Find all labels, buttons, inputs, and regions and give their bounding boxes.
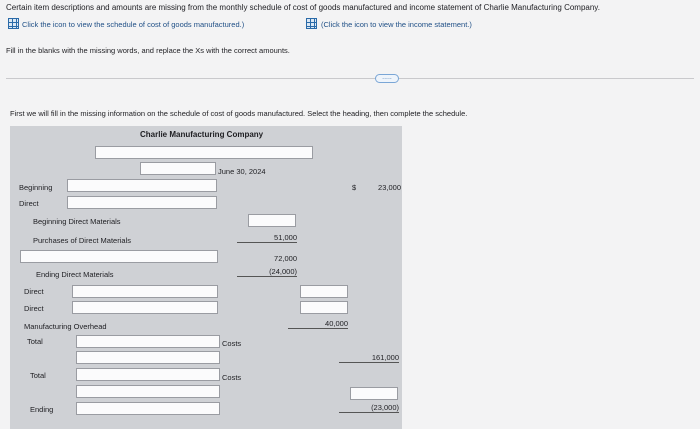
direct-materials-used-input[interactable] bbox=[300, 285, 348, 298]
direct-materials-used-select[interactable] bbox=[72, 285, 218, 298]
expand-button[interactable]: ..... bbox=[375, 74, 399, 83]
beginning-dm-label: Beginning Direct Materials bbox=[33, 217, 121, 226]
costs-label: Costs bbox=[222, 373, 242, 382]
section-divider bbox=[6, 78, 694, 79]
total-cost-row-select[interactable] bbox=[76, 351, 220, 364]
direct-labor-label: Direct bbox=[24, 304, 44, 313]
costs-label: Costs bbox=[222, 339, 242, 348]
ending-dm-label: Ending Direct Materials bbox=[36, 270, 114, 279]
instruction-text: Fill in the blanks with the missing words, and replace the Xs with the correct amounts. bbox=[6, 46, 290, 55]
heading-period-select[interactable] bbox=[140, 162, 216, 175]
problem-intro: Certain item descriptions and amounts are missing from the monthly schedule of cost of goods manufactured and income statement of Charlie Manufacturing Company. bbox=[6, 3, 600, 12]
task-prompt: First we will fill in the missing information on the schedule of cost of goods manufactured. Select the heading, then complete the schedule. bbox=[10, 109, 468, 118]
direct-labor-select[interactable] bbox=[72, 301, 218, 314]
table-icon[interactable] bbox=[306, 18, 317, 29]
total-to-account-input[interactable] bbox=[350, 387, 398, 400]
total-label: Total bbox=[27, 337, 43, 346]
ending-label: Ending bbox=[30, 405, 54, 414]
direct-labor-input[interactable] bbox=[300, 301, 348, 314]
direct-label: Direct bbox=[19, 199, 39, 208]
moh-label: Manufacturing Overhead bbox=[24, 322, 107, 331]
ending-select[interactable] bbox=[76, 402, 220, 415]
beginning-label: Beginning bbox=[19, 183, 53, 192]
beginning-select[interactable] bbox=[67, 179, 217, 192]
schedule-link[interactable]: Click the icon to view the schedule of cost of goods manufactured.) bbox=[22, 20, 245, 29]
company-name: Charlie Manufacturing Company bbox=[140, 130, 264, 139]
blank-row-select[interactable] bbox=[76, 385, 220, 398]
direct-select[interactable] bbox=[67, 196, 217, 209]
direct-materials-used-label: Direct bbox=[24, 287, 44, 296]
purchases-dm-label: Purchases of Direct Materials bbox=[33, 236, 131, 245]
purchases-amount: 51,000 bbox=[237, 233, 297, 243]
total-manufacturing-select[interactable] bbox=[76, 335, 220, 348]
table-icon[interactable] bbox=[8, 18, 19, 29]
dollar-sign: $ bbox=[352, 183, 357, 192]
total-amount: 161,000 bbox=[339, 353, 399, 363]
income-statement-link[interactable]: (Click the icon to view the income statement.) bbox=[321, 20, 472, 29]
materials-subtotal-amount: 72,000 bbox=[274, 254, 297, 263]
moh-amount: 40,000 bbox=[288, 319, 348, 329]
schedule-date: June 30, 2024 bbox=[218, 167, 266, 176]
beginning-wip-amount: 23,000 bbox=[378, 183, 401, 192]
ending-dm-amount: (24,000) bbox=[237, 267, 297, 277]
heading-title-select[interactable] bbox=[95, 146, 313, 159]
ending-wip-amount: (23,000) bbox=[339, 403, 399, 413]
materials-available-select[interactable] bbox=[20, 250, 218, 263]
total-label: Total bbox=[30, 371, 46, 380]
total-to-account-select[interactable] bbox=[76, 368, 220, 381]
beginning-dm-input[interactable] bbox=[248, 214, 296, 227]
